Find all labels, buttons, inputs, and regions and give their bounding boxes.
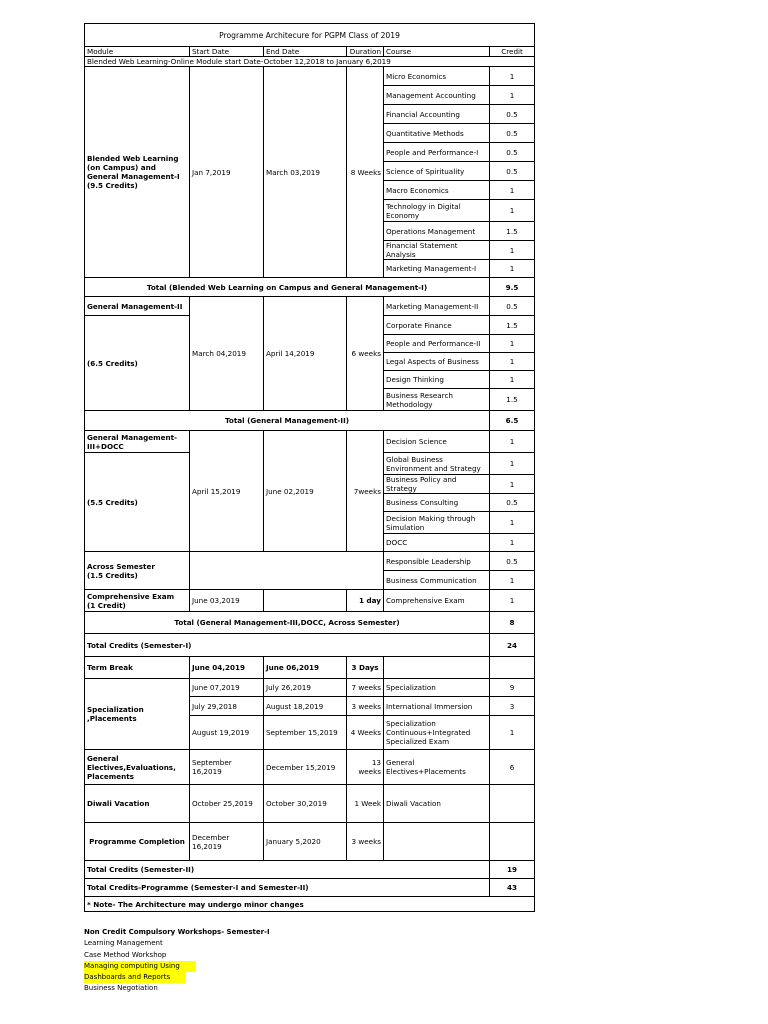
course-name: Science of Spirituality (384, 162, 490, 181)
completion-module: Programme Completion (85, 823, 190, 861)
comp-exam-module-cell (85, 590, 190, 612)
course-credit: 1 (490, 534, 535, 552)
spec-end: July 26,2019 (264, 679, 347, 697)
course-credit: 0.5 (490, 494, 535, 512)
online-module-row: Blended Web Learning-Online Module start Date-October 12,2018 to January 6,2019 (85, 57, 535, 67)
spec-duration: 7 weeks (347, 679, 384, 697)
comp-exam-credit: 1 (490, 590, 535, 612)
course-credit: 0.5 (490, 143, 535, 162)
course-credit: 1 (490, 241, 535, 260)
course-credit: 1 (490, 353, 535, 371)
note: * Note- The Architecture may undergo minor changes (85, 897, 535, 912)
course-credit: 0.5 (490, 105, 535, 124)
course-credit: 1 (490, 200, 535, 222)
comp-exam-course: Comprehensive Exam (384, 590, 490, 612)
course-name: Corporate Finance (384, 316, 490, 335)
specialization-module: Specialization ,Placements (85, 679, 190, 750)
course-name: Technology in Digital Economy (384, 200, 490, 222)
block3-module: General Management-III+DOCC (85, 431, 190, 453)
course-name: Marketing Management-II (384, 297, 490, 316)
header-module: Module (85, 47, 190, 57)
completion-end: January 5,2020 (264, 823, 347, 861)
course-credit: 1 (490, 86, 535, 105)
spec-course: Specialization (384, 679, 490, 697)
term-break-duration: 3 Days (347, 657, 384, 679)
course-credit: 1 (490, 181, 535, 200)
diwali-module: Diwali Vacation (85, 785, 190, 823)
completion-duration: 3 weeks (347, 823, 384, 861)
block1-end: March 03,2019 (264, 67, 347, 278)
course-name: Decision Making through Simulation (384, 512, 490, 534)
course-name: Business Research Methodology (384, 389, 490, 411)
comp-exam-start: June 03,2019 (190, 590, 264, 612)
course-name: Legal Aspects of Business (384, 353, 490, 371)
term-break-end: June 06,2019 (264, 657, 347, 679)
total3: 8 (490, 612, 535, 634)
term-break-start: June 04,2019 (190, 657, 264, 679)
total3-label: Total (General Management-III,DOCC, Across Semester) (85, 612, 490, 634)
term-break-module: Term Break (85, 657, 190, 679)
course-name: DOCC (384, 534, 490, 552)
completion-course (384, 823, 490, 861)
course-name: Financial Statement Analysis (384, 241, 490, 260)
course-name: Business Policy and Strategy (384, 475, 490, 494)
block1-total-label: Total (Blended Web Learning on Campus and General Management-I) (85, 278, 490, 297)
course-credit: 1 (490, 453, 535, 475)
course-name: Business Consulting (384, 494, 490, 512)
spec-credit: 1 (490, 716, 535, 750)
workshop-item: Learning Management (84, 939, 163, 948)
electives-course: General Electives+Placements (384, 750, 490, 785)
course-credit: 1.5 (490, 222, 535, 241)
spec-end: September 15,2019 (264, 716, 347, 750)
across-semester-cell (85, 552, 190, 590)
spec-credit: 9 (490, 679, 535, 697)
course-credit: 1 (490, 67, 535, 86)
spec-credit: 3 (490, 697, 535, 716)
course-name: Operations Management (384, 222, 490, 241)
comp-exam-end (264, 590, 347, 612)
header-start-date: Start Date (190, 47, 264, 57)
sem1-total: 24 (490, 634, 535, 657)
course-credit: 1 (490, 371, 535, 389)
comp-exam-module: Comprehensive Exam (87, 591, 175, 601)
diwali-end: October 30,2019 (264, 785, 347, 823)
course-credit: 1 (490, 335, 535, 353)
sem2-total-label: Total Credits (Semester-II) (85, 861, 490, 879)
spec-duration: 4 Weeks (347, 716, 384, 750)
spec-duration: 3 weeks (347, 697, 384, 716)
course-name: Management Accounting (384, 86, 490, 105)
sem1-total-label: Total Credits (Semester-I) (85, 634, 490, 657)
course-credit: 0.5 (490, 552, 535, 571)
block2-duration: 6 weeks (347, 297, 384, 411)
sem2-total: 19 (490, 861, 535, 879)
programme-total-label: Total Credits-Programme (Semester-I and Semester-II) (85, 879, 490, 897)
programme-architecture-table (84, 23, 535, 912)
block1-total: 9.5 (490, 278, 535, 297)
course-credit: 0.5 (490, 297, 535, 316)
course-name: Decision Science (384, 431, 490, 453)
course-credit: 1 (490, 431, 535, 453)
completion-start: December 16,2019 (190, 823, 264, 861)
programme-total: 43 (490, 879, 535, 897)
block2-total: 6.5 (490, 411, 535, 431)
course-credit: 0.5 (490, 124, 535, 143)
course-name: Marketing Management-I (384, 260, 490, 278)
course-name: Quantitative Methods (384, 124, 490, 143)
header-end-date: End Date (264, 47, 347, 57)
course-name: Global Business Environment and Strategy (384, 453, 490, 475)
block2-module: General Management-II (85, 297, 190, 316)
course-name: Responsible Leadership (384, 552, 490, 571)
block2-total-label: Total (General Management-II) (85, 411, 490, 431)
course-name: Design Thinking (384, 371, 490, 389)
block2-module-credits: (6.5 Credits) (85, 316, 190, 411)
across-semester-blank (190, 552, 384, 590)
electives-module: General Electives,Evaluations, Placements (85, 750, 190, 785)
spec-course: Specialization Continuous+Integrated Specialized Exam (384, 716, 490, 750)
block2-end: April 14,2019 (264, 297, 347, 411)
comp-exam-duration: 1 day (347, 590, 384, 612)
block1-duration: 8 Weeks (347, 67, 384, 278)
block2-start: March 04,2019 (190, 297, 264, 411)
workshop-item: Case Method Workshop (84, 950, 167, 959)
block3-duration: 7weeks (347, 431, 384, 552)
across-semester-credits: (1.5 Credits) (87, 570, 138, 580)
workshops-section (84, 927, 270, 995)
across-semester: Across Semester (87, 561, 155, 571)
term-break-credit (490, 657, 535, 679)
term-break-course (384, 657, 490, 679)
comp-exam-credits: (1 Credit) (87, 600, 126, 610)
electives-start: September 16,2019 (190, 750, 264, 785)
workshop-item: Business Negotiation (84, 984, 158, 993)
course-name: Business Communication (384, 571, 490, 590)
header-course: Course (384, 47, 490, 57)
page-title: Programme Architecure for PGPM Class of 2019 (85, 24, 535, 47)
block1-module: Blended Web Learning (on Campus) and General Management-I (87, 154, 180, 181)
course-name: People and Performance-I (384, 143, 490, 162)
course-credit: 1 (490, 512, 535, 534)
spec-end: August 18,2019 (264, 697, 347, 716)
spec-start: August 19,2019 (190, 716, 264, 750)
course-credit: 0.5 (490, 162, 535, 181)
diwali-duration: 1 Week (347, 785, 384, 823)
block1-module-cell (85, 67, 190, 278)
diwali-start: October 25,2019 (190, 785, 264, 823)
course-credit: 1 (490, 571, 535, 590)
course-credit: 1.5 (490, 316, 535, 335)
course-name: Financial Accounting (384, 105, 490, 124)
spec-course: International Immersion (384, 697, 490, 716)
header-credit: Credit (490, 47, 535, 57)
course-name: People and Performance-II (384, 335, 490, 353)
block1-module-credits: (9.5 Credits) (87, 181, 138, 190)
course-credit: 1 (490, 475, 535, 494)
electives-credit: 6 (490, 750, 535, 785)
workshop-item-highlighted: Managing computing Using (84, 961, 196, 972)
course-name: Macro Economics (384, 181, 490, 200)
course-credit: 1.5 (490, 389, 535, 411)
workshop-item-highlighted: Dashboards and Reports (84, 972, 186, 983)
electives-end: December 15,2019 (264, 750, 347, 785)
completion-credit (490, 823, 535, 861)
spec-start: July 29,2018 (190, 697, 264, 716)
course-name: Micro Economics (384, 67, 490, 86)
block1-start: Jan 7,2019 (190, 67, 264, 278)
course-credit: 1 (490, 260, 535, 278)
spec-start: June 07,2019 (190, 679, 264, 697)
header-duration: Duration (347, 47, 384, 57)
diwali-credit (490, 785, 535, 823)
block3-module-credits: (5.5 Credits) (85, 453, 190, 552)
diwali-course: Diwali Vacation (384, 785, 490, 823)
block3-start: April 15,2019 (190, 431, 264, 552)
workshops-heading: Non Credit Compulsory Workshops- Semester-I (84, 928, 270, 936)
block3-end: June 02,2019 (264, 431, 347, 552)
electives-duration: 13 weeks (347, 750, 384, 785)
